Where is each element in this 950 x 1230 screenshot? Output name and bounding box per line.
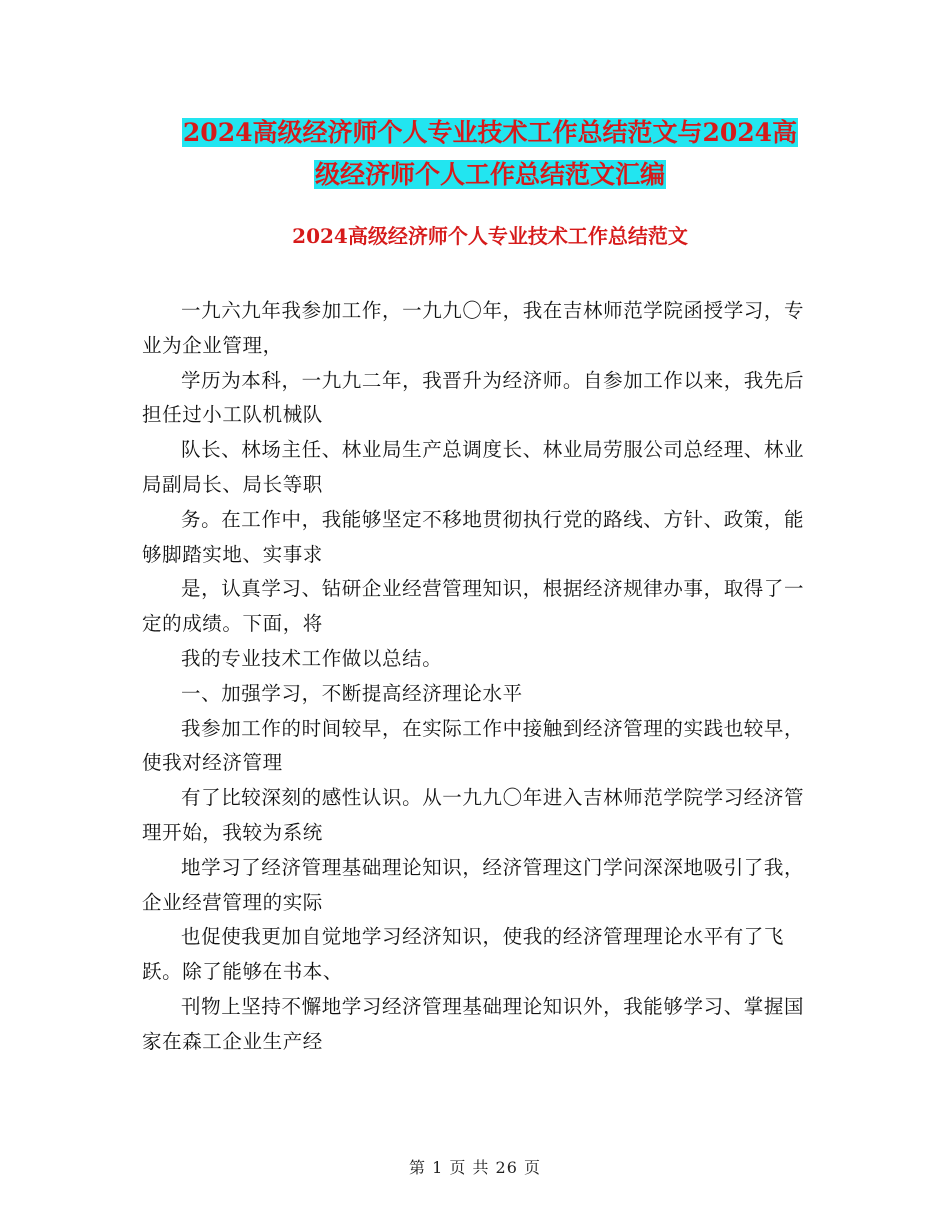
document-body <box>142 294 822 1060</box>
paragraph: 队长、林场主任、林业局生产总调度长、林业局劳服公司总经理、林业局副局长、局长等职 <box>142 438 805 496</box>
paragraph: 是，认真学习、钻研企业经营管理知识，根据经济规律办事，取得了一定的成绩。下面，将 <box>142 577 805 636</box>
section-title: 2024高级经济师个人专业技术工作总结范文 <box>292 224 688 248</box>
paragraph: 一九六九年我参加工作，一九九〇年，我在吉林师范学院函授学习，专业为企业管理， <box>142 299 805 357</box>
document-title-line-2: 级经济师个人工作总结范文汇编 <box>314 160 665 189</box>
section-heading: 一、加强学习，不断提高经济理论水平 <box>181 681 523 705</box>
paragraph: 刊物上坚持不懈地学习经济管理基础理论知识外，我能够学习、掌握国家在森工企业生产经 <box>142 994 805 1053</box>
paragraph: 有了比较深刻的感性认识。从一九九〇年进入吉林师范学院学习经济管理开始，我较为系统 <box>142 786 805 844</box>
paragraph: 我参加工作的时间较早，在实际工作中接触到经济管理的实践也较早，使我对经济管理 <box>142 716 805 775</box>
paragraph: 我的专业技术工作做以总结。 <box>181 646 443 670</box>
paragraph: 学历为本科，一九九二年，我晋升为经济师。自参加工作以来，我先后担任过小工队机械队 <box>142 368 805 427</box>
document-title <box>140 112 840 196</box>
paragraph: 也促使我更加自觉地学习经济知识，使我的经济管理理论水平有了飞跃。除了能够在书本、 <box>142 925 785 984</box>
document-title-line-1: 2024高级经济师个人专业技术工作总结范文与2024高 <box>182 118 798 147</box>
paragraph: 地学习了经济管理基础理论知识，经济管理这门学问深深地吸引了我，企业经营管理的实际 <box>142 855 805 914</box>
page-number-footer: 第 1 页 共 26 页 <box>409 1158 541 1177</box>
paragraph: 务。在工作中，我能够坚定不移地贯彻执行党的路线、方针、政策，能够脚踏实地、实事求 <box>142 507 805 566</box>
